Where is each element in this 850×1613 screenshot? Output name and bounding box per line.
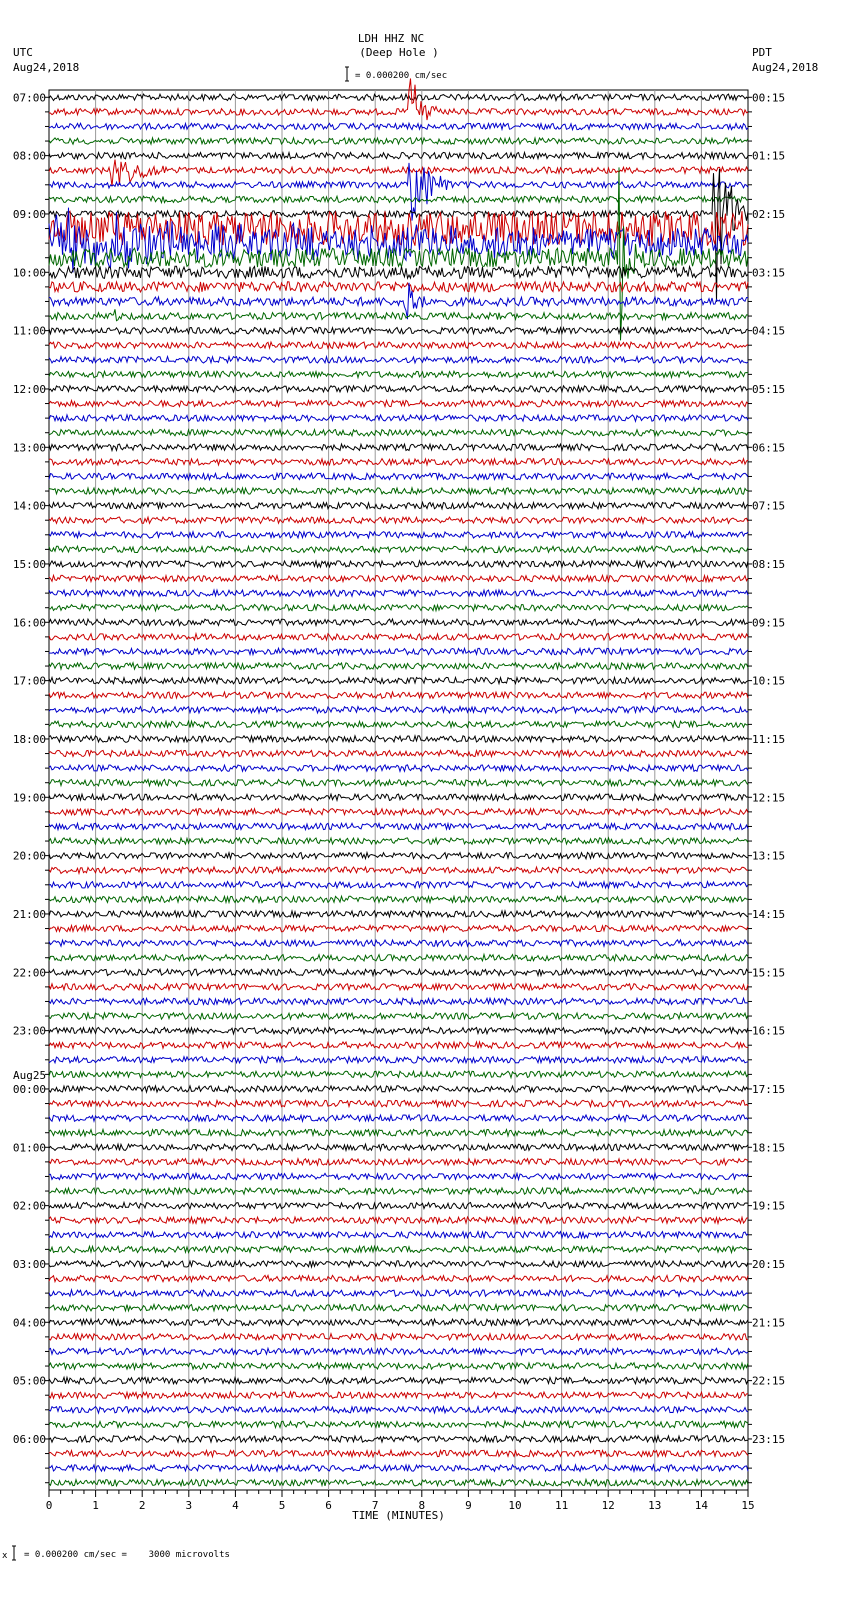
pdt-hour-label: 14:15 — [752, 907, 786, 921]
pdt-hour-label: 01:15 — [752, 149, 786, 163]
x-tick-label: 13 — [648, 1499, 662, 1512]
utc-hour-label: 04:00 — [12, 1316, 46, 1330]
pdt-hour-label: 02:15 — [752, 207, 786, 221]
x-tick-label: 6 — [325, 1499, 332, 1512]
left-timezone: UTC — [13, 46, 33, 59]
station-title: LDH HHZ NC — [357, 32, 425, 45]
utc-hour-label: 00:00 — [12, 1082, 46, 1096]
utc-hour-label: 19:00 — [12, 791, 46, 805]
pdt-hour-label: 11:15 — [752, 732, 786, 746]
pdt-hour-label: 22:15 — [752, 1374, 786, 1388]
pdt-hour-label: 09:15 — [752, 616, 786, 630]
pdt-hour-label: 03:15 — [752, 266, 786, 280]
pdt-hour-label: 19:15 — [752, 1199, 786, 1213]
x-tick-label: 3 — [185, 1499, 193, 1512]
pdt-hour-label: 06:15 — [752, 441, 786, 455]
pdt-hour-label: 00:15 — [752, 91, 786, 105]
utc-hour-label: 13:00 — [12, 441, 46, 455]
pdt-hour-label: 16:15 — [752, 1024, 786, 1038]
header-scale-bar-icon — [345, 67, 349, 81]
utc-hour-label: 10:00 — [12, 266, 46, 280]
utc-hour-label: 11:00 — [12, 324, 46, 338]
utc-hour-label: 06:00 — [12, 1432, 46, 1446]
pdt-hour-label: 17:15 — [752, 1082, 786, 1096]
right-date: Aug24,2018 — [752, 61, 819, 74]
utc-hour-label: 03:00 — [12, 1257, 46, 1271]
x-tick-label: 9 — [465, 1499, 472, 1512]
footer-scale-prefix: x — [2, 1551, 8, 1561]
pdt-hour-label: 23:15 — [752, 1432, 786, 1446]
utc-hour-label: 20:00 — [12, 849, 46, 863]
utc-hour-label: 14:00 — [12, 499, 46, 513]
footer-scale-note: = 0.000200 cm/sec = 3000 microvolts — [24, 1550, 230, 1560]
scale-text: = 0.000200 cm/sec — [355, 71, 448, 81]
pdt-hour-label: 18:15 — [752, 1141, 786, 1155]
utc-hour-label: 12:00 — [12, 382, 46, 396]
utc-hour-label: 02:00 — [12, 1199, 46, 1213]
utc-hour-label: 09:00 — [12, 207, 46, 221]
utc-hour-label: 18:00 — [12, 732, 46, 746]
pdt-hour-label: 08:15 — [752, 557, 786, 571]
x-tick-label: 1 — [92, 1499, 99, 1512]
utc-hour-label: 08:00 — [12, 149, 46, 163]
pdt-hour-label: 07:15 — [752, 499, 786, 513]
utc-hour-label: 07:00 — [12, 91, 46, 105]
pdt-hour-label: 05:15 — [752, 382, 786, 396]
x-tick-label: 7 — [371, 1499, 379, 1512]
utc-hour-label: 23:00 — [12, 1024, 46, 1038]
x-tick-label: 14 — [694, 1499, 709, 1512]
utc-hour-label: 15:00 — [12, 557, 46, 571]
pdt-hour-label: 20:15 — [752, 1257, 786, 1271]
utc-hour-label: 22:00 — [12, 966, 46, 980]
utc-date-label: Aug25 — [13, 1068, 47, 1082]
pdt-hour-label: 15:15 — [752, 966, 786, 980]
x-tick-label: 0 — [45, 1499, 53, 1512]
pdt-hour-label: 04:15 — [752, 324, 786, 338]
left-date: Aug24,2018 — [13, 61, 80, 74]
x-axis-title: TIME (MINUTES) — [352, 1509, 445, 1522]
utc-hour-label: 21:00 — [12, 907, 46, 921]
x-tick-label: 11 — [554, 1499, 569, 1512]
utc-hour-label: 17:00 — [12, 674, 46, 688]
x-tick-label: 8 — [418, 1499, 426, 1512]
pdt-hour-label: 13:15 — [752, 849, 786, 863]
x-tick-label: 5 — [278, 1499, 286, 1512]
x-tick-label: 4 — [232, 1499, 239, 1512]
right-timezone: PDT — [752, 46, 772, 59]
utc-hour-label: 16:00 — [12, 616, 46, 630]
utc-hour-label: 01:00 — [12, 1141, 46, 1155]
station-site: (Deep Hole ) — [359, 46, 439, 59]
pdt-hour-label: 12:15 — [752, 791, 786, 805]
x-tick-label: 2 — [138, 1499, 146, 1512]
footer-scale-bar-icon — [12, 1546, 16, 1560]
x-tick-label: 10 — [508, 1499, 522, 1512]
x-tick-label: 12 — [601, 1499, 615, 1512]
pdt-hour-label: 21:15 — [752, 1316, 786, 1330]
x-tick-label: 15 — [741, 1499, 755, 1512]
pdt-hour-label: 10:15 — [752, 674, 786, 688]
utc-hour-label: 05:00 — [12, 1374, 46, 1388]
